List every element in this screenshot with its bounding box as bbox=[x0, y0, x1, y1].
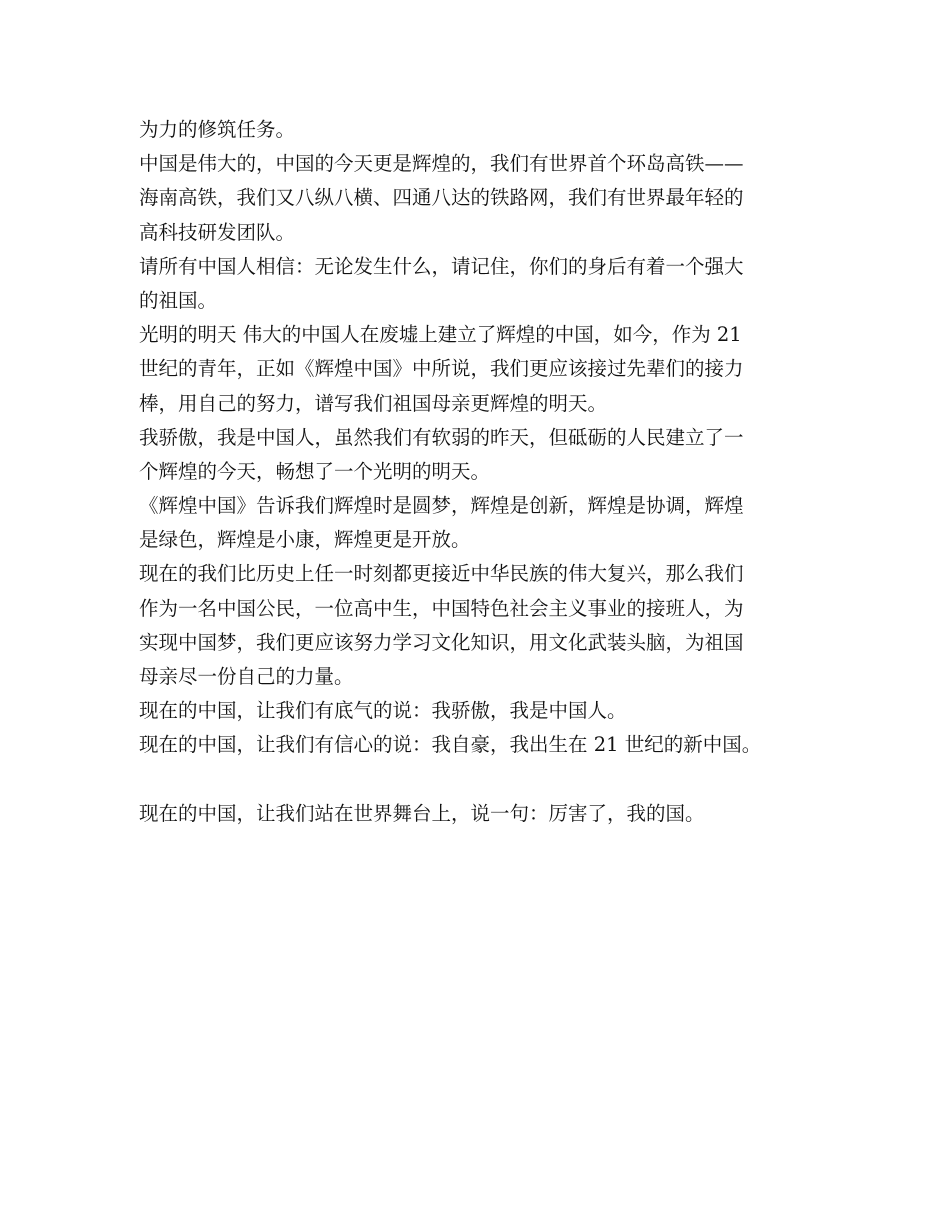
text-line: 现在的中国，让我们站在世界舞台上，说一句：厉害了，我的国。 bbox=[139, 801, 705, 825]
text-line: 世纪的青年，正如《辉煌中国》中所说，我们更应该接过先辈们的接力 bbox=[139, 357, 744, 381]
text-line: 作为一名中国公民，一位高中生，中国特色社会主义事业的接班人，为 bbox=[139, 596, 744, 620]
text-line: 现在的中国，让我们有信心的说：我自豪，我出生在 21 世纪的新中国。 bbox=[139, 733, 762, 757]
text-line: 母亲尽一份自己的力量。 bbox=[139, 665, 354, 688]
text-line: 《辉煌中国》告诉我们辉煌时是圆梦，辉煌是创新，辉煌是协调，辉煌 bbox=[139, 494, 744, 518]
text-line: 中国是伟大的，中国的今天更是辉煌的，我们有世界首个环岛高铁—— bbox=[139, 152, 744, 176]
text-line: 我骄傲，我是中国人，虽然我们有软弱的昨天，但砥砺的人民建立了一 bbox=[139, 425, 744, 449]
text-line: 个辉煌的今天，畅想了一个光明的明天。 bbox=[139, 459, 491, 483]
blank-line bbox=[139, 763, 839, 797]
text-line: 现在的我们比历史上任一时刻都更接近中华民族的伟大复兴，那么我们 bbox=[139, 562, 744, 586]
text-line: 棒，用自己的努力，谱写我们祖国母亲更辉煌的明天。 bbox=[139, 391, 608, 415]
document-body bbox=[139, 113, 839, 831]
text-line: 是绿色，辉煌是小康，辉煌更是开放。 bbox=[139, 528, 471, 552]
text-line: 请所有中国人相信：无论发生什么，请记住，你们的身后有着一个强大 bbox=[139, 254, 744, 278]
text-line: 高科技研发团队。 bbox=[139, 220, 296, 244]
text-line: 光明的明天 伟大的中国人在废墟上建立了辉煌的中国，如今，作为 21 bbox=[139, 323, 742, 347]
text-line: 的祖国。 bbox=[139, 288, 218, 312]
text-line: 为力的修筑任务。 bbox=[139, 118, 296, 141]
text-line: 实现中国梦，我们更应该努力学习文化知识，用文化武装头脑，为祖国 bbox=[139, 630, 744, 654]
text-line: 海南高铁，我们又八纵八横、四通八达的铁路网，我们有世界最年轻的 bbox=[139, 186, 744, 210]
text-line: 现在的中国，让我们有底气的说：我骄傲，我是中国人。 bbox=[139, 699, 627, 723]
